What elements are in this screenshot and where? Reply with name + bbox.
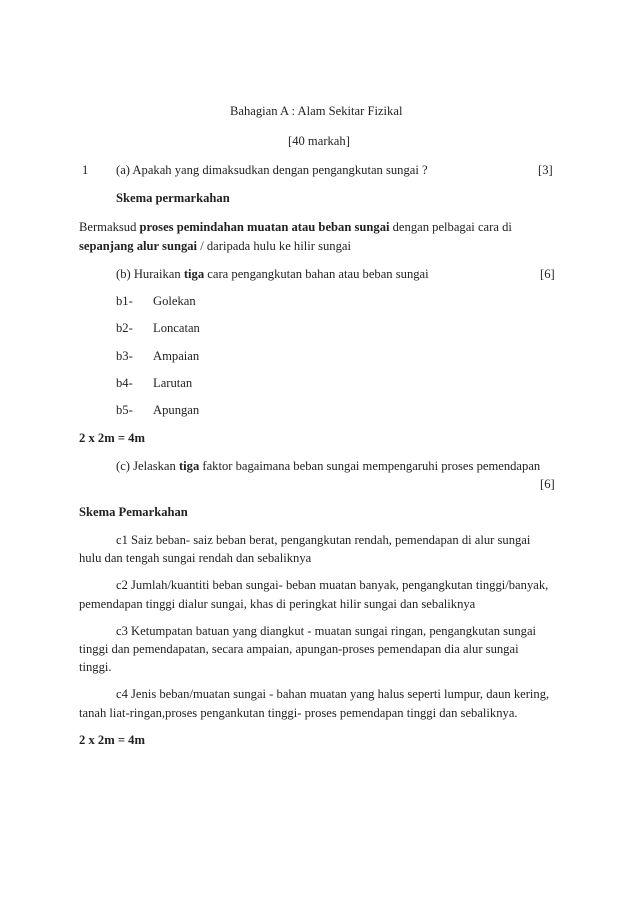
answer-a-line-1 (79, 219, 512, 235)
question-b-marks: [6] (540, 267, 555, 281)
question-c-pre: (c) Jelaskan (116, 459, 179, 473)
question-b-text (116, 266, 429, 282)
answer-c1-line-1: c1 Saiz beban- saiz beban berat, pengangkutan rendah, pemendapan di alur sungai (116, 533, 531, 547)
item-text: Loncatan (153, 321, 200, 335)
item-code: b3- (116, 349, 133, 363)
answer-a-text: / daripada hulu ke hilir sungai (197, 239, 351, 253)
answer-a-text: dengan pelbagai cara di (389, 220, 512, 234)
question-b-post: cara pengangkutan bahan atau beban sungai (204, 267, 429, 281)
question-c-post: faktor bagaimana beban sungai mempengaruhi proses pemendapan (199, 459, 541, 473)
scoring-b: 2 x 2m = 4m (79, 431, 145, 445)
question-c-text (116, 458, 540, 474)
answer-c2-line-1: c2 Jumlah/kuantiti beban sungai- beban muatan banyak, pengangkutan tinggi/banyak, (116, 578, 549, 592)
item-text: Golekan (153, 294, 196, 308)
answer-a-keyword: sepanjang alur sungai (79, 239, 198, 253)
scoring-c: 2 x 2m = 4m (79, 733, 145, 747)
question-number: 1 (82, 163, 89, 177)
question-a-text: (a) Apakah yang dimaksudkan dengan pengangkutan sungai ? (116, 163, 428, 177)
item-code: b5- (116, 403, 133, 417)
item-code: b4- (116, 376, 133, 390)
question-c-keyword: tiga (178, 459, 200, 473)
item-text: Apungan (153, 403, 200, 417)
item-text: Ampaian (153, 349, 200, 363)
answer-c3-line-1: c3 Ketumpatan batuan yang diangkut - muatan sungai ringan, pengangkutan sungai (116, 624, 537, 638)
item-code: b1- (116, 294, 133, 308)
total-marks: [40 markah] (288, 134, 350, 148)
question-c-marks: [6] (540, 477, 555, 491)
question-b-pre: (b) Huraikan (116, 267, 184, 281)
answer-c4-line-2: tanah liat-ringan,proses pengankutan tinggi- proses pemendapan tinggi dan sebaliknya. (79, 706, 518, 720)
answer-c2-line-2: pemendapan tinggi dialur sungai, khas di peringkat hilir sungai dan sebaliknya (79, 597, 476, 611)
answer-c3-line-3: tinggi. (79, 660, 112, 674)
item-code: b2- (116, 321, 133, 335)
answer-a-line-2 (79, 238, 351, 254)
answer-c4-line-1: c4 Jenis beban/muatan sungai - bahan muatan yang halus seperti lumpur, daun kering, (116, 687, 550, 701)
answer-c3-line-2: tinggi dan pemendapatan, secara ampaian, apungan-proses pemendapan dia alur sungai (79, 642, 519, 656)
section-title: Bahagian A : Alam Sekitar Fizikal (230, 104, 403, 118)
scheme-heading-a: Skema permarkahan (116, 191, 230, 205)
answer-c1-line-2: hulu dan tengah sungai rendah dan sebaliknya (79, 551, 312, 565)
question-a-marks: [3] (538, 163, 553, 177)
answer-a-keyword: proses pemindahan muatan atau beban sungai (139, 220, 390, 234)
answer-a-text: Bermaksud (79, 220, 140, 234)
scheme-heading-c: Skema Pemarkahan (79, 505, 188, 519)
item-text: Larutan (153, 376, 193, 390)
question-b-keyword: tiga (183, 267, 205, 281)
